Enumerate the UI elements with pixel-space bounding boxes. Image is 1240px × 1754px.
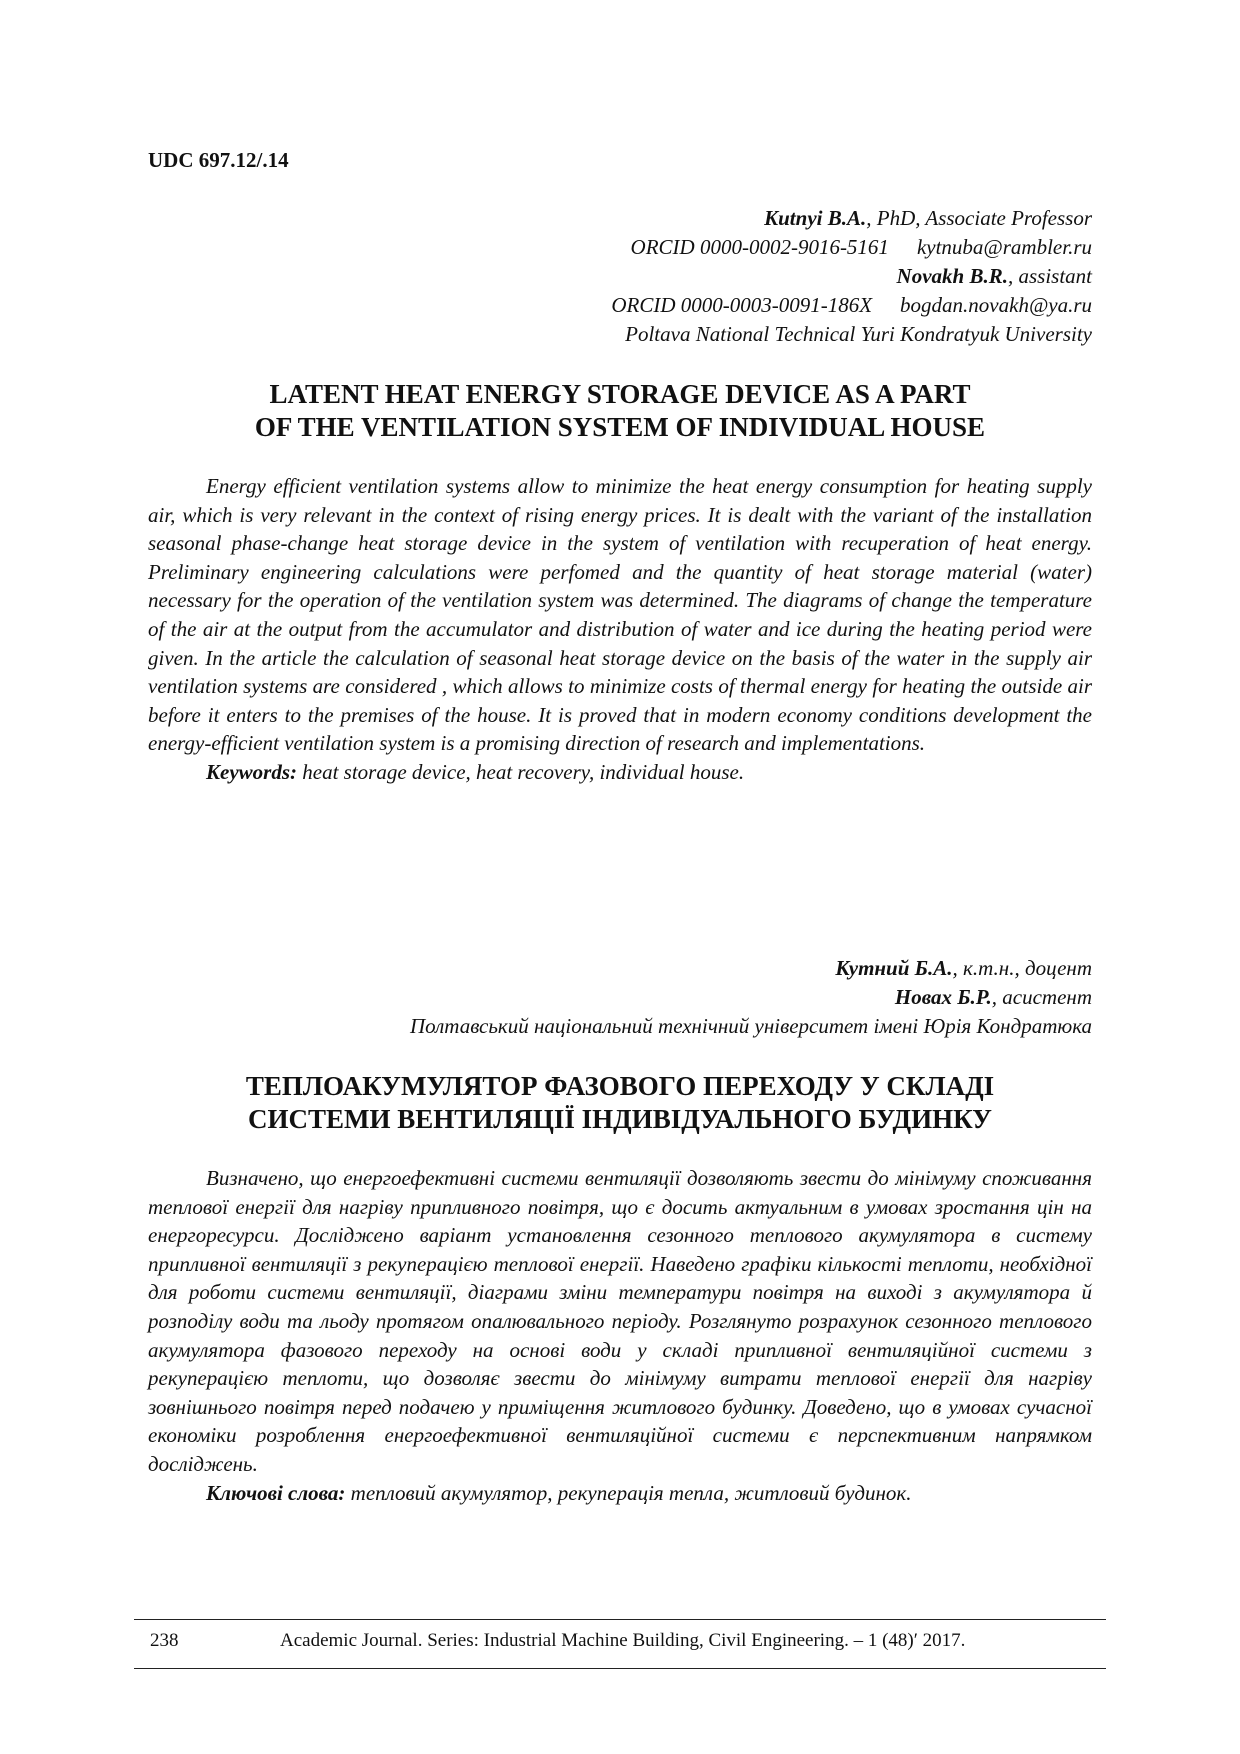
authors-block-en <box>611 204 1092 349</box>
keywords-en-text: heat storage device, heat recovery, individual house. <box>297 759 745 784</box>
title-uk-line1: ТЕПЛОАКУМУЛЯТОР ФАЗОВОГО ПЕРЕХОДУ У СКЛАДІ <box>245 1071 995 1101</box>
keywords-en <box>148 758 1092 787</box>
author2-title: , assistant <box>1007 264 1092 288</box>
paper-title-en <box>148 378 1092 444</box>
author1-email: kytnuba@rambler.ru <box>916 235 1092 259</box>
title-en-line1: LATENT HEAT ENERGY STORAGE DEVICE AS A PART <box>269 379 971 409</box>
author2-name: Novakh B.R. <box>896 264 1008 288</box>
abstract-uk-text: Визначено, що енергоефективні системи вентиляції дозволяють звести до мінімуму споживання теплової енергії для нагріву припливного повітря, що є досить актуальним в умовах зростання цін на енергоресурси. Досліджено варіант установлення сезонного теплового акумулятора в систему припливної вентиляції з рекуперацією теплової енергії. Наведено графіки кількості теплоти, необхідної для роботи системи вентиляції, діаграми зміни температури повітря на виході з акумулятора й розподілу води та льоду протягом опалювального періоду. Розглянуто розрахунок сезонного теплового акумулятора фазового переходу на основі води у складі припливної вентиляційної системи з рекуперацією теплоти, що дозволяє звести до мінімуму витрати теплової енергії для нагріву зовнішнього повітря перед подачею у приміщення житлового будинку. Доведено, що в умовах сучасної економіки розроблення енергоефективної вентиляційної системи є перспективним напрямком досліджень. <box>148 1166 1092 1476</box>
paper-title-uk <box>148 1070 1092 1136</box>
authors-block-uk <box>410 954 1092 1041</box>
author1-orcid: ORCID 0000-0002-9016-5161 <box>630 235 889 259</box>
title-en-line2: OF THE VENTILATION SYSTEM OF INDIVIDUAL HOUSE <box>254 412 986 442</box>
author2-orcid: ORCID 0000-0003-0091-186X <box>611 293 873 317</box>
author1-uk-name: Кутний Б.А. <box>835 956 953 980</box>
author2-uk-line <box>410 983 1092 1012</box>
footer-rule-bottom <box>134 1668 1106 1669</box>
author1-uk-line <box>410 954 1092 983</box>
affiliation-uk: Полтавський національний технічний університет імені Юрія Кондратюка <box>409 1014 1092 1038</box>
abstract-en <box>148 472 1092 787</box>
abstract-en-text: Energy efficient ventilation systems allow to minimize the heat energy consumption for heating supply air, which is very relevant in the context of rising energy prices. It is dealt with the variant of the installation seasonal phase-change heat storage device in the system of ventilation with recuperation of heat energy. Preliminary engineering calculations were perfomed and the quantity of heat storage material (water) necessary for the operation of the ventilation system was determined. The diagrams of change the temperature of the air at the output from the accumulator and distribution of water and ice during the heating period were given. In the article the calculation of seasonal heat storage device on the basis of the water in the supply air ventilation systems are considered , which allows to minimize costs of thermal energy for heating the outside air before it enters to the premises of the house. It is proved that in modern economy conditions development the energy-efficient ventilation system is a promising direction of research and implementations. <box>148 474 1092 756</box>
udc-code: UDC 697.12/.14 <box>148 148 289 172</box>
author1-title: , PhD, Associate Professor <box>866 206 1092 230</box>
author2-line <box>611 262 1092 291</box>
keywords-uk <box>148 1479 1092 1508</box>
title-uk-line2: СИСТЕМИ ВЕНТИЛЯЦІЇ ІНДИВІДУАЛЬНОГО БУДИНКУ <box>248 1104 992 1134</box>
affiliation-en: Poltava National Technical Yuri Kondratyuk University <box>625 322 1092 346</box>
author1-name: Kutnyi B.A. <box>764 206 867 230</box>
author2-uk-name: Новах Б.Р. <box>894 985 992 1009</box>
journal-citation: Academic Journal. Series: Industrial Machine Building, Civil Engineering. – 1 (48)′ 2017. <box>280 1630 966 1651</box>
author2-contacts <box>611 291 1092 320</box>
author1-contacts <box>611 233 1092 262</box>
footer-rule-top <box>134 1619 1106 1620</box>
author1-uk-title: , к.т.н., доцент <box>952 956 1092 980</box>
author1-line <box>611 204 1092 233</box>
abstract-uk <box>148 1164 1092 1507</box>
keywords-uk-label: Ключові слова: <box>206 1480 346 1505</box>
keywords-en-label: Keywords: <box>206 759 297 784</box>
page-number: 238 <box>150 1630 179 1651</box>
keywords-uk-text: тепловий акумулятор, рекуперація тепла, житловий будинок. <box>345 1480 912 1505</box>
author2-email: bogdan.novakh@ya.ru <box>900 293 1092 317</box>
author2-uk-title: , асистент <box>991 985 1092 1009</box>
